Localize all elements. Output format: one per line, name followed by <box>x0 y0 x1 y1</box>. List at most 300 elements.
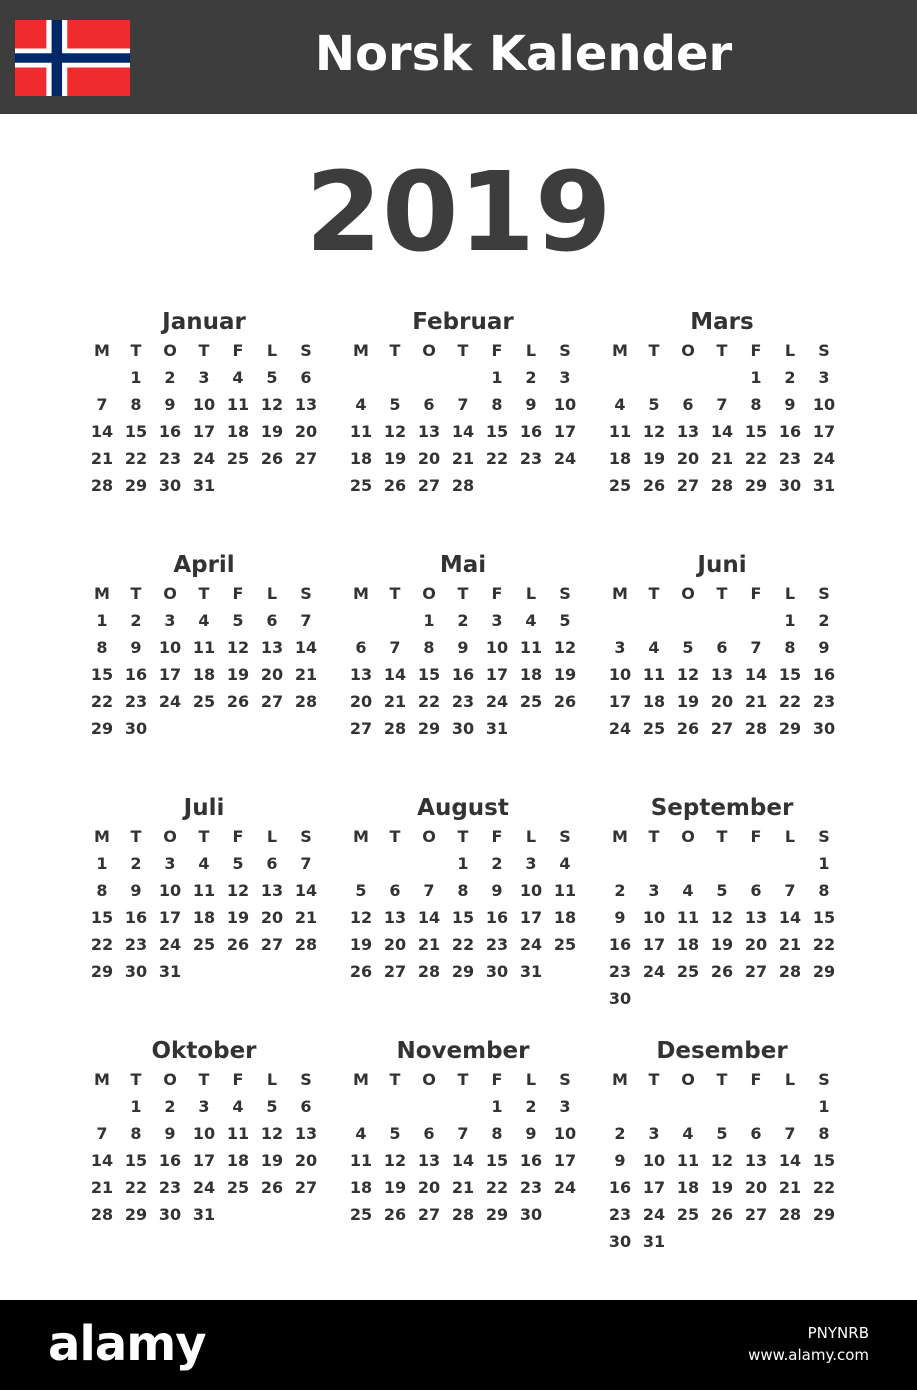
day-cell: 18 <box>349 449 373 468</box>
day-cell: 14 <box>451 1151 475 1170</box>
day-cell: 22 <box>812 1178 836 1197</box>
day-cell: 2 <box>164 1097 176 1116</box>
weekday-label: S <box>300 827 312 846</box>
day-cell: 1 <box>96 854 108 873</box>
day-cell: 20 <box>260 665 284 684</box>
empty-cell <box>344 607 378 634</box>
day-cell: 24 <box>642 1205 666 1224</box>
day-cell: 15 <box>417 665 441 684</box>
day-cell: 25 <box>642 719 666 738</box>
empty-cell <box>378 850 412 877</box>
weekday-label: L <box>784 1070 796 1089</box>
day-cell: 7 <box>423 881 435 900</box>
day-cell: 19 <box>642 449 666 468</box>
weekday-label: T <box>389 827 401 846</box>
norway-flag-icon <box>15 20 130 96</box>
day-cell: 19 <box>553 665 577 684</box>
day-cell: 16 <box>812 665 836 684</box>
empty-cell <box>671 850 705 877</box>
weekday-label: T <box>457 1070 469 1089</box>
day-cell: 20 <box>744 1178 768 1197</box>
day-cell: 23 <box>158 1178 182 1197</box>
day-cell: 7 <box>784 1124 796 1143</box>
day-cell: 6 <box>266 854 278 873</box>
day-cell: 21 <box>417 935 441 954</box>
day-cell: 28 <box>294 935 318 954</box>
day-cell: 4 <box>198 611 210 630</box>
day-cell: 5 <box>355 881 367 900</box>
day-cell: 2 <box>818 611 830 630</box>
empty-cell <box>705 850 739 877</box>
day-cell: 21 <box>90 1178 114 1197</box>
day-cell: 26 <box>383 476 407 495</box>
month-name: Mars <box>690 309 754 335</box>
day-cell: 12 <box>349 908 373 927</box>
weekday-label: O <box>422 341 436 360</box>
day-cell: 19 <box>710 935 734 954</box>
weekday-label: F <box>750 341 762 360</box>
weekday-label: O <box>422 827 436 846</box>
day-cell: 4 <box>614 395 626 414</box>
day-cell: 8 <box>96 881 108 900</box>
day-cell: 20 <box>383 935 407 954</box>
day-cell: 17 <box>812 422 836 441</box>
weekday-label: T <box>457 584 469 603</box>
weekday-label: S <box>300 341 312 360</box>
weekday-label: F <box>491 1070 503 1089</box>
day-cell: 24 <box>192 1178 216 1197</box>
empty-cell <box>705 1093 739 1120</box>
day-cell: 10 <box>158 638 182 657</box>
weekday-label: M <box>94 1070 110 1089</box>
empty-cell <box>603 1093 637 1120</box>
day-cell: 3 <box>198 368 210 387</box>
month-august <box>343 793 583 985</box>
day-cell: 30 <box>158 476 182 495</box>
weekday-label: S <box>559 1070 571 1089</box>
empty-cell <box>637 364 671 391</box>
day-cell: 28 <box>710 476 734 495</box>
day-cell: 2 <box>130 611 142 630</box>
day-cell: 18 <box>676 1178 700 1197</box>
day-cell: 8 <box>750 395 762 414</box>
day-cell: 12 <box>260 1124 284 1143</box>
day-cell: 9 <box>614 1151 626 1170</box>
day-cell: 28 <box>90 1205 114 1224</box>
day-cell: 25 <box>608 476 632 495</box>
day-cell: 12 <box>642 422 666 441</box>
day-cell: 26 <box>710 962 734 981</box>
alamy-logo: alamy <box>48 1316 206 1372</box>
day-cell: 24 <box>192 449 216 468</box>
day-cell: 10 <box>642 908 666 927</box>
day-cell: 20 <box>417 1178 441 1197</box>
weekday-label: L <box>525 1070 537 1089</box>
day-cell: 8 <box>457 881 469 900</box>
weekday-label: O <box>163 341 177 360</box>
day-cell: 27 <box>744 1205 768 1224</box>
day-cell: 17 <box>158 908 182 927</box>
month-oktober <box>84 1036 324 1228</box>
day-cell: 28 <box>417 962 441 981</box>
day-cell: 25 <box>226 449 250 468</box>
month-september <box>602 793 842 1012</box>
day-cell: 9 <box>525 1124 537 1143</box>
image-id: PNYNRB <box>807 1324 869 1342</box>
day-cell: 22 <box>90 935 114 954</box>
empty-cell <box>705 364 739 391</box>
day-cell: 19 <box>260 422 284 441</box>
weekday-label: F <box>232 341 244 360</box>
day-cell: 14 <box>778 908 802 927</box>
weekday-label: M <box>94 584 110 603</box>
day-cell: 19 <box>349 935 373 954</box>
day-cell: 9 <box>164 1124 176 1143</box>
weekday-label: T <box>389 341 401 360</box>
day-cell: 11 <box>226 395 250 414</box>
weekday-label: S <box>818 827 830 846</box>
weekday-label: T <box>457 341 469 360</box>
weekday-label: T <box>389 584 401 603</box>
day-cell: 9 <box>130 638 142 657</box>
header-bar <box>0 0 917 114</box>
day-cell: 1 <box>491 1097 503 1116</box>
day-cell: 4 <box>355 395 367 414</box>
weekday-label: L <box>525 341 537 360</box>
day-cell: 23 <box>158 449 182 468</box>
day-cell: 31 <box>192 476 216 495</box>
day-cell: 23 <box>812 692 836 711</box>
day-cell: 7 <box>457 395 469 414</box>
day-cell: 17 <box>192 1151 216 1170</box>
weekday-label: T <box>648 341 660 360</box>
day-cell: 23 <box>485 935 509 954</box>
day-cell: 8 <box>96 638 108 657</box>
day-cell: 3 <box>164 854 176 873</box>
day-cell: 25 <box>192 692 216 711</box>
day-cell: 5 <box>559 611 571 630</box>
day-cell: 29 <box>90 719 114 738</box>
weekday-label: M <box>612 584 628 603</box>
day-cell: 21 <box>383 692 407 711</box>
day-cell: 11 <box>349 1151 373 1170</box>
day-cell: 15 <box>90 908 114 927</box>
weekday-label: L <box>525 827 537 846</box>
day-cell: 9 <box>491 881 503 900</box>
empty-cell <box>603 364 637 391</box>
day-cell: 3 <box>559 1097 571 1116</box>
day-cell: 16 <box>485 908 509 927</box>
day-cell: 10 <box>812 395 836 414</box>
day-cell: 15 <box>90 665 114 684</box>
weekday-label: O <box>681 827 695 846</box>
day-cell: 25 <box>349 1205 373 1224</box>
weekday-label: T <box>198 1070 210 1089</box>
weekday-label: F <box>750 827 762 846</box>
day-cell: 11 <box>226 1124 250 1143</box>
day-cell: 9 <box>164 395 176 414</box>
day-cell: 25 <box>676 962 700 981</box>
weekday-label: T <box>198 827 210 846</box>
day-cell: 16 <box>778 422 802 441</box>
day-cell: 16 <box>124 665 148 684</box>
weekday-label: T <box>716 1070 728 1089</box>
day-cell: 14 <box>417 908 441 927</box>
day-cell: 20 <box>294 1151 318 1170</box>
day-cell: 8 <box>491 1124 503 1143</box>
weekday-label: O <box>163 1070 177 1089</box>
weekday-label: M <box>353 341 369 360</box>
weekday-label: L <box>784 827 796 846</box>
day-cell: 23 <box>451 692 475 711</box>
month-days-grid <box>603 1066 842 1255</box>
day-cell: 11 <box>519 638 543 657</box>
day-cell: 4 <box>559 854 571 873</box>
day-cell: 26 <box>260 1178 284 1197</box>
day-cell: 13 <box>260 881 284 900</box>
day-cell: 25 <box>519 692 543 711</box>
month-desember <box>602 1036 842 1255</box>
day-cell: 18 <box>349 1178 373 1197</box>
day-cell: 13 <box>744 1151 768 1170</box>
empty-cell <box>446 1093 480 1120</box>
month-name: Februar <box>412 309 514 335</box>
day-cell: 18 <box>192 908 216 927</box>
month-mars <box>602 307 842 499</box>
weekday-label: F <box>232 1070 244 1089</box>
day-cell: 12 <box>676 665 700 684</box>
day-cell: 22 <box>812 935 836 954</box>
day-cell: 9 <box>784 395 796 414</box>
empty-cell <box>603 607 637 634</box>
day-cell: 27 <box>676 476 700 495</box>
day-cell: 1 <box>784 611 796 630</box>
day-cell: 1 <box>818 1097 830 1116</box>
day-cell: 12 <box>553 638 577 657</box>
empty-cell <box>739 607 773 634</box>
day-cell: 4 <box>232 1097 244 1116</box>
day-cell: 27 <box>417 476 441 495</box>
day-cell: 30 <box>485 962 509 981</box>
day-cell: 29 <box>451 962 475 981</box>
weekday-label: L <box>266 1070 278 1089</box>
day-cell: 31 <box>519 962 543 981</box>
day-cell: 17 <box>192 422 216 441</box>
day-cell: 21 <box>294 665 318 684</box>
day-cell: 9 <box>525 395 537 414</box>
image-reference <box>748 1322 869 1366</box>
day-cell: 27 <box>744 962 768 981</box>
day-cell: 10 <box>642 1151 666 1170</box>
day-cell: 15 <box>812 1151 836 1170</box>
day-cell: 13 <box>260 638 284 657</box>
day-cell: 3 <box>164 611 176 630</box>
empty-cell <box>378 607 412 634</box>
month-april <box>84 550 324 742</box>
day-cell: 15 <box>485 422 509 441</box>
weekday-label: M <box>612 827 628 846</box>
day-cell: 10 <box>485 638 509 657</box>
day-cell: 30 <box>608 1232 632 1251</box>
day-cell: 6 <box>389 881 401 900</box>
weekday-label: F <box>491 341 503 360</box>
day-cell: 20 <box>294 422 318 441</box>
day-cell: 18 <box>226 422 250 441</box>
empty-cell <box>773 850 807 877</box>
day-cell: 21 <box>744 692 768 711</box>
day-cell: 21 <box>90 449 114 468</box>
day-cell: 21 <box>451 449 475 468</box>
day-cell: 1 <box>750 368 762 387</box>
month-days-grid <box>344 337 583 499</box>
day-cell: 27 <box>294 449 318 468</box>
day-cell: 18 <box>192 665 216 684</box>
empty-cell <box>85 364 119 391</box>
day-cell: 5 <box>716 1124 728 1143</box>
month-juni <box>602 550 842 742</box>
day-cell: 27 <box>710 719 734 738</box>
weekday-label: S <box>559 827 571 846</box>
weekday-label: T <box>389 1070 401 1089</box>
day-cell: 19 <box>226 665 250 684</box>
day-cell: 30 <box>519 1205 543 1224</box>
day-cell: 5 <box>232 854 244 873</box>
day-cell: 3 <box>525 854 537 873</box>
weekday-label: O <box>163 827 177 846</box>
day-cell: 17 <box>642 1178 666 1197</box>
empty-cell <box>412 850 446 877</box>
day-cell: 6 <box>355 638 367 657</box>
weekday-label: S <box>559 584 571 603</box>
empty-cell <box>378 1093 412 1120</box>
day-cell: 22 <box>124 449 148 468</box>
empty-cell <box>344 364 378 391</box>
day-cell: 24 <box>519 935 543 954</box>
day-cell: 9 <box>130 881 142 900</box>
day-cell: 5 <box>389 1124 401 1143</box>
day-cell: 26 <box>642 476 666 495</box>
day-cell: 26 <box>349 962 373 981</box>
day-cell: 22 <box>485 1178 509 1197</box>
day-cell: 2 <box>784 368 796 387</box>
day-cell: 22 <box>744 449 768 468</box>
day-cell: 6 <box>750 1124 762 1143</box>
day-cell: 6 <box>716 638 728 657</box>
month-name: Desember <box>656 1038 788 1064</box>
weekday-label: T <box>648 584 660 603</box>
weekday-label: O <box>681 341 695 360</box>
day-cell: 2 <box>491 854 503 873</box>
day-cell: 29 <box>485 1205 509 1224</box>
day-cell: 23 <box>519 449 543 468</box>
day-cell: 11 <box>608 422 632 441</box>
day-cell: 6 <box>300 368 312 387</box>
day-cell: 3 <box>648 1124 660 1143</box>
weekday-label: O <box>163 584 177 603</box>
day-cell: 24 <box>553 449 577 468</box>
day-cell: 27 <box>294 1178 318 1197</box>
day-cell: 14 <box>90 1151 114 1170</box>
day-cell: 27 <box>417 1205 441 1224</box>
day-cell: 6 <box>423 395 435 414</box>
day-cell: 25 <box>226 1178 250 1197</box>
day-cell: 19 <box>226 908 250 927</box>
day-cell: 24 <box>812 449 836 468</box>
day-cell: 21 <box>778 1178 802 1197</box>
day-cell: 10 <box>608 665 632 684</box>
day-cell: 15 <box>124 422 148 441</box>
day-cell: 13 <box>294 1124 318 1143</box>
day-cell: 29 <box>90 962 114 981</box>
month-name: August <box>417 795 509 821</box>
day-cell: 13 <box>349 665 373 684</box>
day-cell: 10 <box>192 395 216 414</box>
day-cell: 30 <box>451 719 475 738</box>
day-cell: 28 <box>383 719 407 738</box>
month-days-grid <box>603 580 842 742</box>
day-cell: 7 <box>96 1124 108 1143</box>
day-cell: 14 <box>90 422 114 441</box>
month-november <box>343 1036 583 1228</box>
day-cell: 9 <box>818 638 830 657</box>
day-cell: 24 <box>158 692 182 711</box>
weekday-label: L <box>266 341 278 360</box>
day-cell: 16 <box>158 1151 182 1170</box>
day-cell: 26 <box>676 719 700 738</box>
day-cell: 20 <box>260 908 284 927</box>
weekday-label: S <box>818 341 830 360</box>
day-cell: 14 <box>294 638 318 657</box>
day-cell: 1 <box>457 854 469 873</box>
day-cell: 16 <box>608 1178 632 1197</box>
footer-bar <box>0 1300 917 1390</box>
month-days-grid <box>344 1066 583 1228</box>
day-cell: 4 <box>355 1124 367 1143</box>
day-cell: 11 <box>192 638 216 657</box>
day-cell: 3 <box>818 368 830 387</box>
day-cell: 26 <box>383 1205 407 1224</box>
month-days-grid <box>85 823 324 985</box>
month-days-grid <box>85 337 324 499</box>
weekday-label: L <box>784 341 796 360</box>
day-cell: 10 <box>553 395 577 414</box>
weekday-label: L <box>525 584 537 603</box>
day-cell: 31 <box>642 1232 666 1251</box>
day-cell: 20 <box>349 692 373 711</box>
day-cell: 21 <box>778 935 802 954</box>
day-cell: 13 <box>710 665 734 684</box>
month-name: Juli <box>183 795 225 821</box>
day-cell: 13 <box>383 908 407 927</box>
day-cell: 7 <box>457 1124 469 1143</box>
day-cell: 5 <box>682 638 694 657</box>
day-cell: 22 <box>485 449 509 468</box>
day-cell: 2 <box>130 854 142 873</box>
day-cell: 18 <box>642 692 666 711</box>
day-cell: 1 <box>423 611 435 630</box>
empty-cell <box>344 850 378 877</box>
calendar-title: Norsk Kalender <box>314 26 733 82</box>
day-cell: 28 <box>451 476 475 495</box>
weekday-label: M <box>353 1070 369 1089</box>
day-cell: 13 <box>676 422 700 441</box>
day-cell: 18 <box>676 935 700 954</box>
weekday-label: O <box>681 584 695 603</box>
day-cell: 26 <box>710 1205 734 1224</box>
day-cell: 24 <box>608 719 632 738</box>
day-cell: 2 <box>457 611 469 630</box>
weekday-label: M <box>612 1070 628 1089</box>
